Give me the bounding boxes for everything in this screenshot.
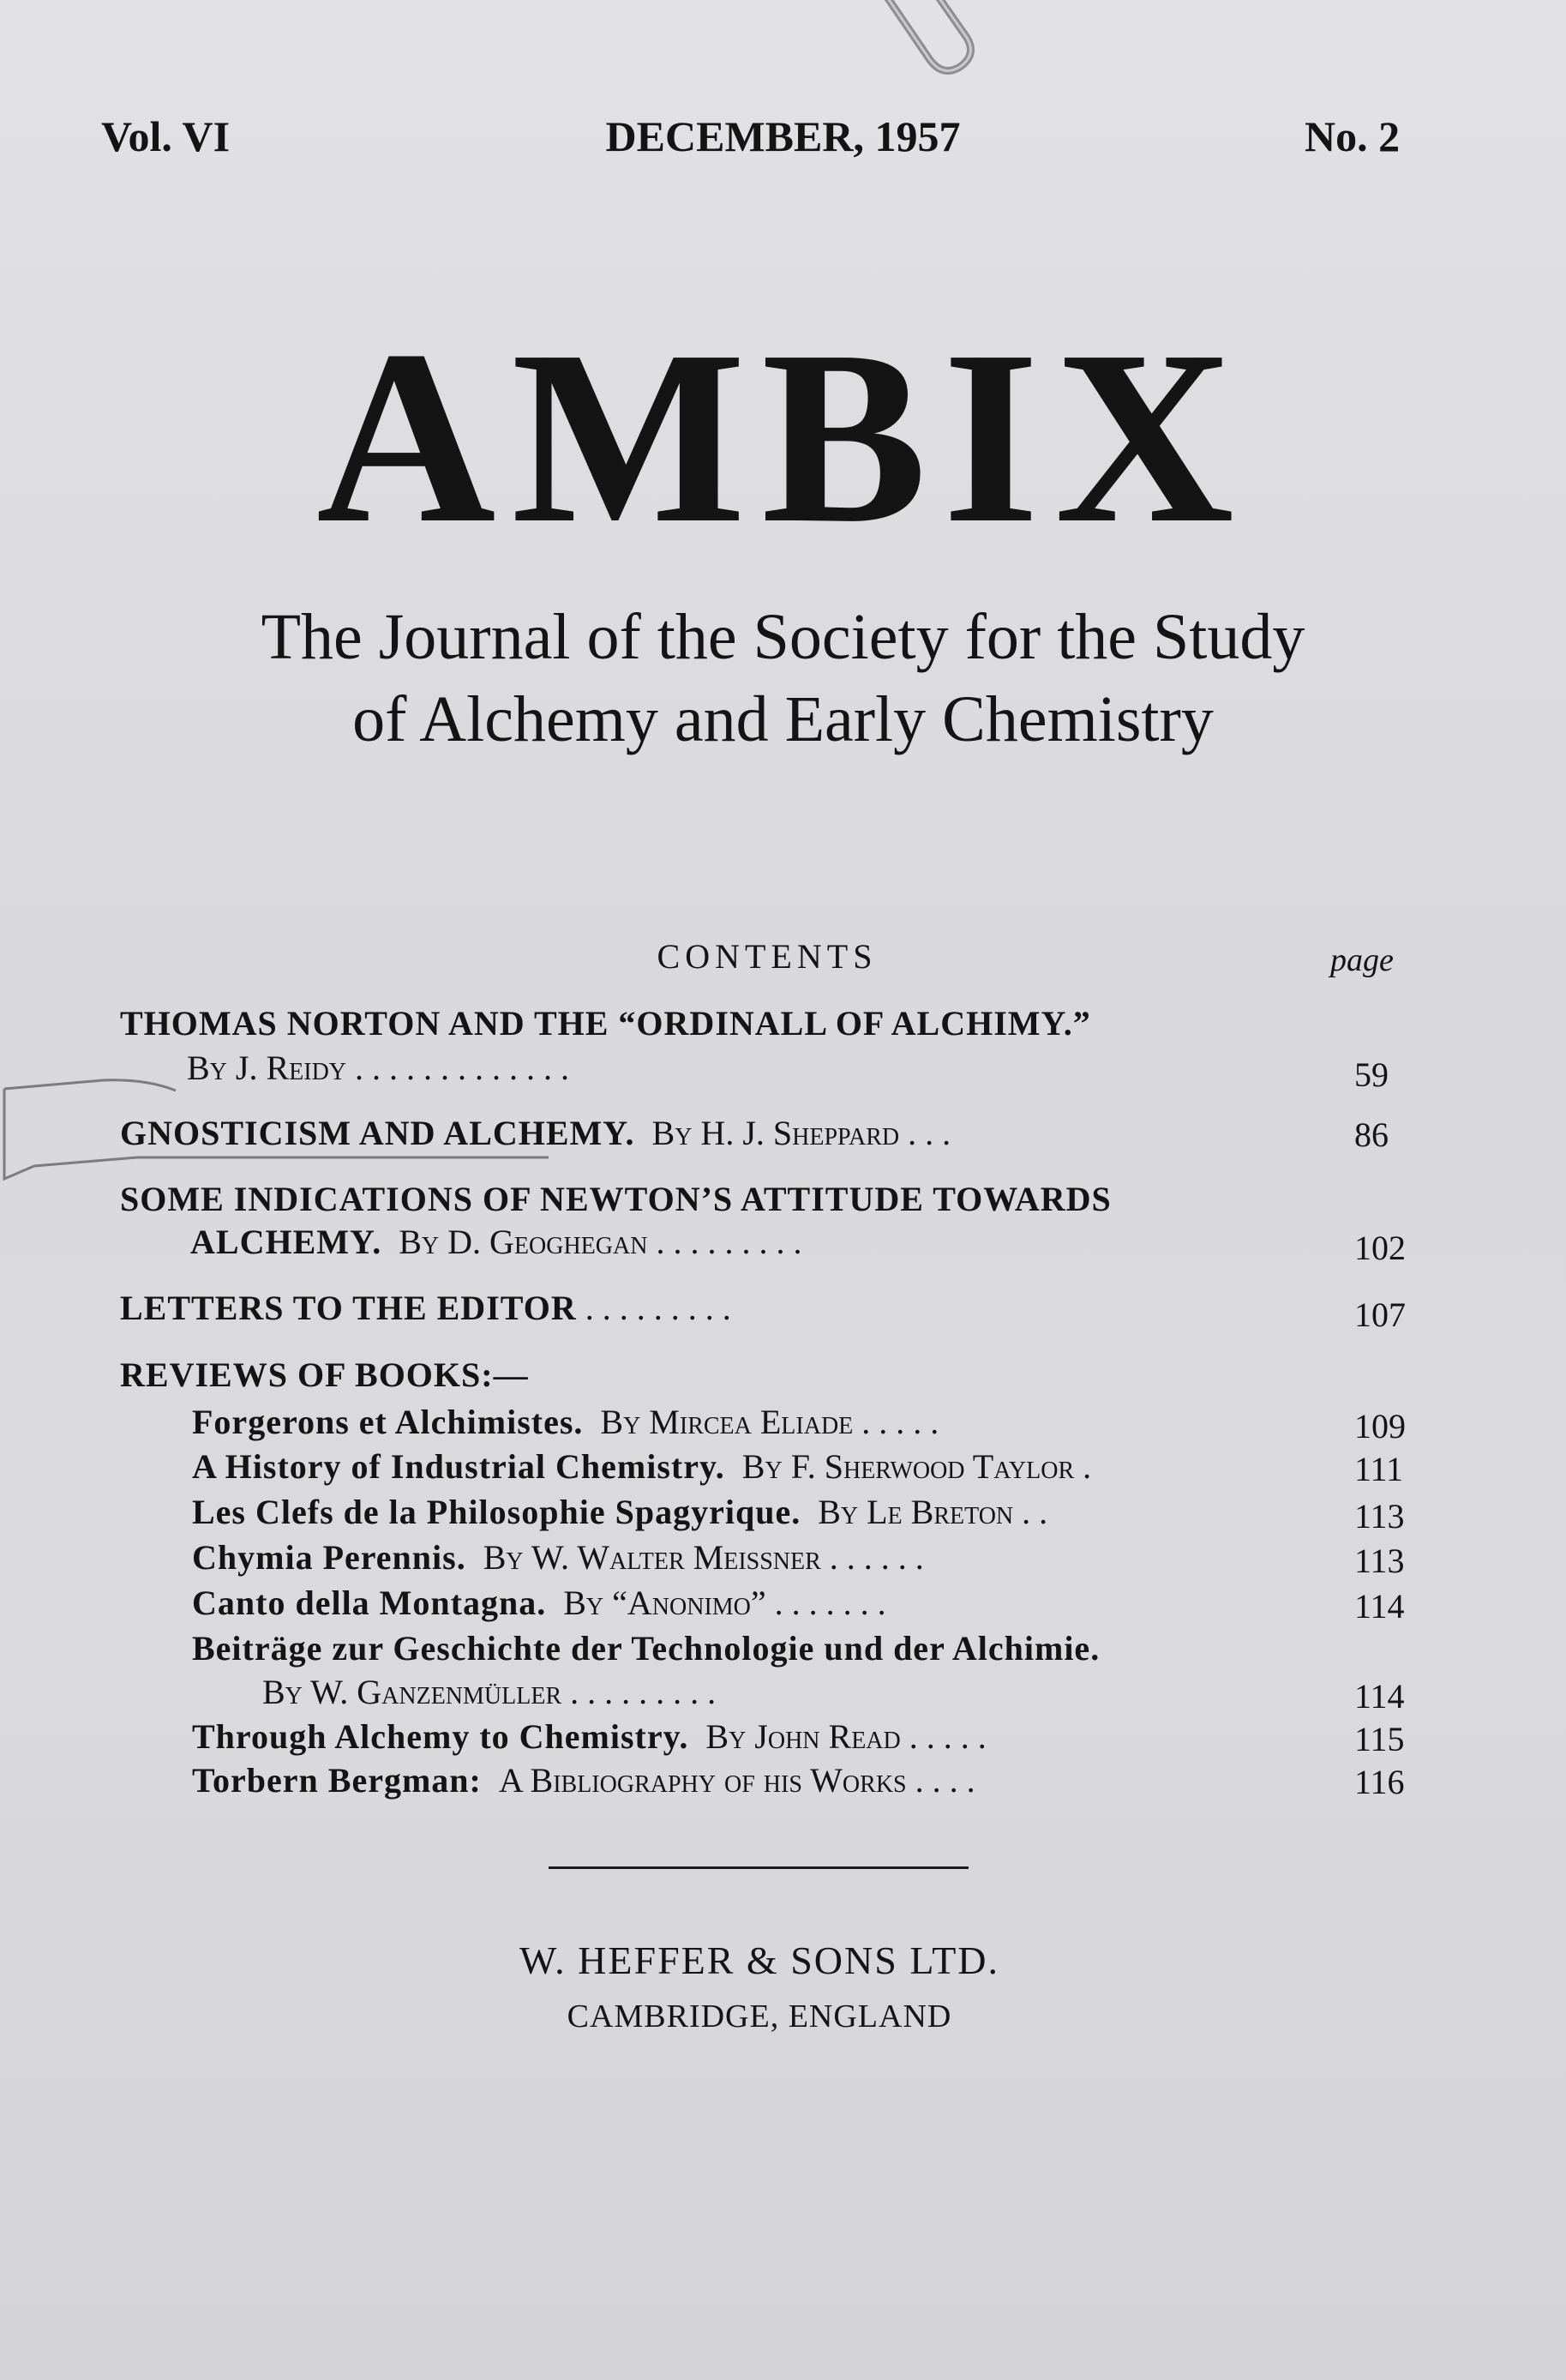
contents-heading: CONTENTS — [657, 937, 878, 976]
review-page-number: 113 — [1354, 1497, 1405, 1536]
toc-page-number: 102 — [1354, 1229, 1406, 1267]
review-entry: Torbern Bergman: A Bibliography of his Works . . . . — [192, 1761, 975, 1800]
subtitle-line-2: of Alchemy and Early Chemistry — [352, 683, 1214, 755]
review-page-number: 109 — [1354, 1407, 1406, 1445]
toc-page-number: 86 — [1354, 1115, 1389, 1154]
toc-entry-title: THOMAS NORTON AND THE “ORDINALL OF ALCHIMY.” — [120, 1004, 1091, 1043]
review-page-number: 116 — [1354, 1763, 1405, 1801]
issue-date: DECEMBER, 1957 — [605, 112, 961, 160]
review-page-number: 113 — [1354, 1542, 1405, 1580]
review-page-number: 115 — [1354, 1720, 1405, 1758]
toc-entry-title: SOME INDICATIONS OF NEWTON’S ATTITUDE TOWARDS — [120, 1180, 1112, 1218]
journal-subtitle — [0, 596, 1566, 760]
review-entry: A History of Industrial Chemistry. By F. Sherwood Taylor . — [192, 1447, 1092, 1486]
toc-entry-title: GNOSTICISM AND ALCHEMY. By H. J. Sheppard . . . — [120, 1114, 951, 1152]
publisher-place: CAMBRIDGE, ENGLAND — [567, 1998, 952, 2034]
toc-page-number: 59 — [1354, 1055, 1389, 1094]
subtitle-line-1: The Journal of the Society for the Study — [261, 601, 1305, 673]
toc-entry-byline: ALCHEMY. By D. Geoghegan . . . . . . . . . — [190, 1223, 802, 1261]
divider-rule — [549, 1866, 969, 1869]
review-entry: Les Clefs de la Philosophie Spagyrique. By Le Breton . . — [192, 1493, 1048, 1531]
toc-entry-byline: By J. Reidy . . . . . . . . . . . . . — [187, 1049, 570, 1087]
toc-page-number: 107 — [1354, 1295, 1406, 1334]
review-entry: Forgerons et Alchimistes. By Mircea Eliade . . . . . — [192, 1403, 939, 1441]
toc-entry-title: REVIEWS OF BOOKS:— — [120, 1355, 529, 1394]
journal-title: AMBIX — [316, 299, 1250, 574]
page-column-label: page — [1330, 942, 1394, 978]
paper-clip-icon — [849, 0, 1003, 103]
volume-label: Vol. VI — [101, 112, 231, 160]
review-entry: Canto della Montagna. By “Anonimo” . . . . . . . — [192, 1584, 886, 1622]
toc-entry-title: LETTERS TO THE EDITOR . . . . . . . . . — [120, 1289, 731, 1327]
review-page-number: 114 — [1354, 1587, 1405, 1626]
publisher-name: W. HEFFER & SONS LTD. — [519, 1938, 1000, 1982]
review-page-number: 114 — [1354, 1677, 1405, 1716]
review-page-number: 111 — [1354, 1450, 1404, 1488]
review-entry: Through Alchemy to Chemistry. By John Read . . . . . — [192, 1717, 987, 1756]
review-entry: Beiträge zur Geschichte der Technologie und der Alchimie. — [192, 1629, 1101, 1668]
review-entry: Chymia Perennis. By W. Walter Meissner . . . . . . — [192, 1538, 924, 1577]
issue-number: No. 2 — [1305, 112, 1401, 160]
review-entry-byline: By W. Ganzenmüller . . . . . . . . . — [262, 1673, 717, 1711]
